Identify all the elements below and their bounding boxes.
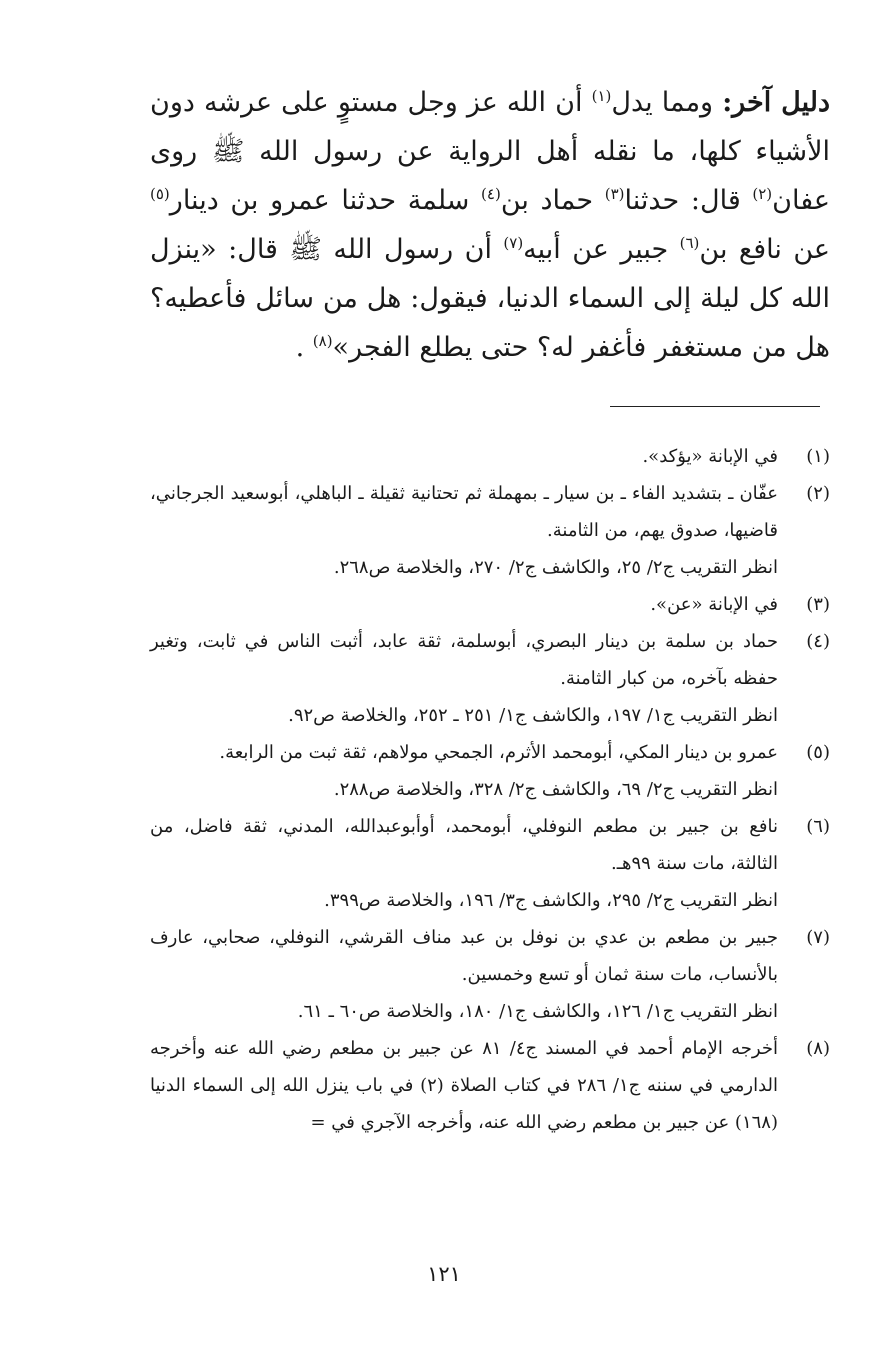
footnote-body <box>150 1030 778 1141</box>
footnote-line: في الإبانة «عن». <box>650 594 778 615</box>
footnote-number: (٧) <box>806 927 830 948</box>
footnote-item <box>150 623 830 734</box>
footnote-marker: (٢) <box>752 185 773 203</box>
footnote-item <box>150 1030 830 1141</box>
main-text: جبير عن أبيه <box>523 234 680 265</box>
heading-lead: دليل آخر: <box>722 87 830 118</box>
footnote-item <box>150 919 830 1030</box>
footnote-line: نافع بن جبير بن مطعم النوفلي، أبومحمد، أوأبوعبدالله، المدني، ثقة فاضل، من الثالثة، مات سنة ٩٩هـ. <box>150 816 778 874</box>
footnote-item <box>150 475 830 586</box>
main-text: . <box>295 332 313 363</box>
main-text: قال: حدثنا <box>624 185 753 216</box>
footnote-marker: (٨) <box>312 332 333 350</box>
footnote-item <box>150 734 830 808</box>
footnote-body <box>150 734 778 808</box>
footnote-line: حماد بن سلمة بن دينار البصري، أبوسلمة، ثقة عابد، أثبت الناس في ثابت، وتغير حفظه بآخره، من كبار الثامنة. <box>150 631 778 689</box>
footnote-marker: (٦) <box>679 234 700 252</box>
main-text: ومما يدل <box>611 87 723 118</box>
footnote-reference: انظر التقريب ج٢/ ٢٥، والكاشف ج٢/ ٢٧٠، والخلاصة ص٢٦٨. <box>333 557 778 578</box>
main-text: عن نافع بن <box>699 234 830 265</box>
footnote-body <box>150 475 778 586</box>
footnote-number: (٣) <box>806 594 830 615</box>
footnote-line: في الإبانة «يؤكد». <box>642 446 778 467</box>
footnote-line: عمرو بن دينار المكي، أبومحمد الأثرم، الجمحي مولاهم، ثقة ثبت من الرابعة. <box>219 742 778 763</box>
footnote-number: (٢) <box>806 483 830 504</box>
footnote-line: عفّان ـ بتشديد الفاء ـ بن سيار ـ بمهملة ثم تحتانية ثقيلة ـ الباهلي، أبوسعيد الجرجاني، قاضيها، صدوق يهم، من الثامنة. <box>150 483 778 541</box>
footnote-reference: انظر التقريب ج٢/ ٢٩٥، والكاشف ج٣/ ١٩٦، والخلاصة ص٣٩٩. <box>324 890 778 911</box>
footnotes-list <box>150 438 830 1141</box>
main-paragraph <box>150 78 830 372</box>
main-text: أن رسول الله ﷺ قال: «ينزل الله كل ليلة إلى السماء الدنيا، فيقول: هل من سائل فأعطيه؟ هل من مستغفر فأغفر له؟ حتى يطلع الفجر» <box>150 234 830 363</box>
footnote-number: (٨) <box>806 1038 830 1059</box>
footnote-marker: (٥) <box>150 185 170 203</box>
page-number: ١٢١ <box>427 1262 461 1286</box>
footnote-marker: (٧) <box>503 234 524 252</box>
footnote-item <box>150 438 830 475</box>
main-text: سلمة حدثنا عمرو بن دينار <box>169 185 482 216</box>
footnote-body <box>150 438 778 475</box>
footnote-body <box>150 586 778 623</box>
footnote-number: (٤) <box>806 631 830 652</box>
footnote-body <box>150 808 778 919</box>
footnote-body <box>150 919 778 1030</box>
footnote-number: (٦) <box>806 816 830 837</box>
main-text-block <box>150 78 830 372</box>
main-text: حماد بن <box>500 185 605 216</box>
footnote-line: جبير بن مطعم بن عدي بن نوفل بن عبد مناف القرشي، النوفلي، صحابي، عارف بالأنساب، مات سنة ثمان أو تسع وخمسين. <box>150 927 778 985</box>
footnote-number: (١) <box>806 446 830 467</box>
footnote-line: أخرجه الإمام أحمد في المسند ج٤/ ٨١ عن جبير بن مطعم رضي الله عنه وأخرجه الدارمي في سننه ج١/ ٢٨٦ في كتاب الصلاة (٢) في باب ينزل الله إلى السماء الدنيا (١٦٨) عن جبير بن مطعم رضي الله عنه، وأخرجه الآجري في = <box>150 1038 779 1133</box>
footnote-separator <box>610 406 820 407</box>
main-text: أن الله عز وجل مستوٍ على عرشه دون الأشياء كلها، ما نقله أهل الرواية عن رسول الله ﷺ روى عفان <box>150 87 830 216</box>
footnote-number: (٥) <box>806 742 830 763</box>
footnote-item <box>150 808 830 919</box>
footnote-reference: انظر التقريب ج١/ ١٩٧، والكاشف ج١/ ٢٥١ ـ ٢٥٢، والخلاصة ص٩٢. <box>288 705 778 726</box>
footnote-marker: (٣) <box>604 185 625 203</box>
footnote-body <box>150 623 778 734</box>
footnote-marker: (٤) <box>481 185 501 203</box>
footnote-item <box>150 586 830 623</box>
footnote-reference: انظر التقريب ج١/ ١٢٦، والكاشف ج١/ ١٨٠، والخلاصة ص٦٠ ـ ٦١. <box>297 1001 778 1022</box>
footnote-marker: (١) <box>591 87 612 105</box>
footnote-reference: انظر التقريب ج٢/ ٦٩، والكاشف ج٢/ ٣٢٨، والخلاصة ص٢٨٨. <box>333 779 778 800</box>
